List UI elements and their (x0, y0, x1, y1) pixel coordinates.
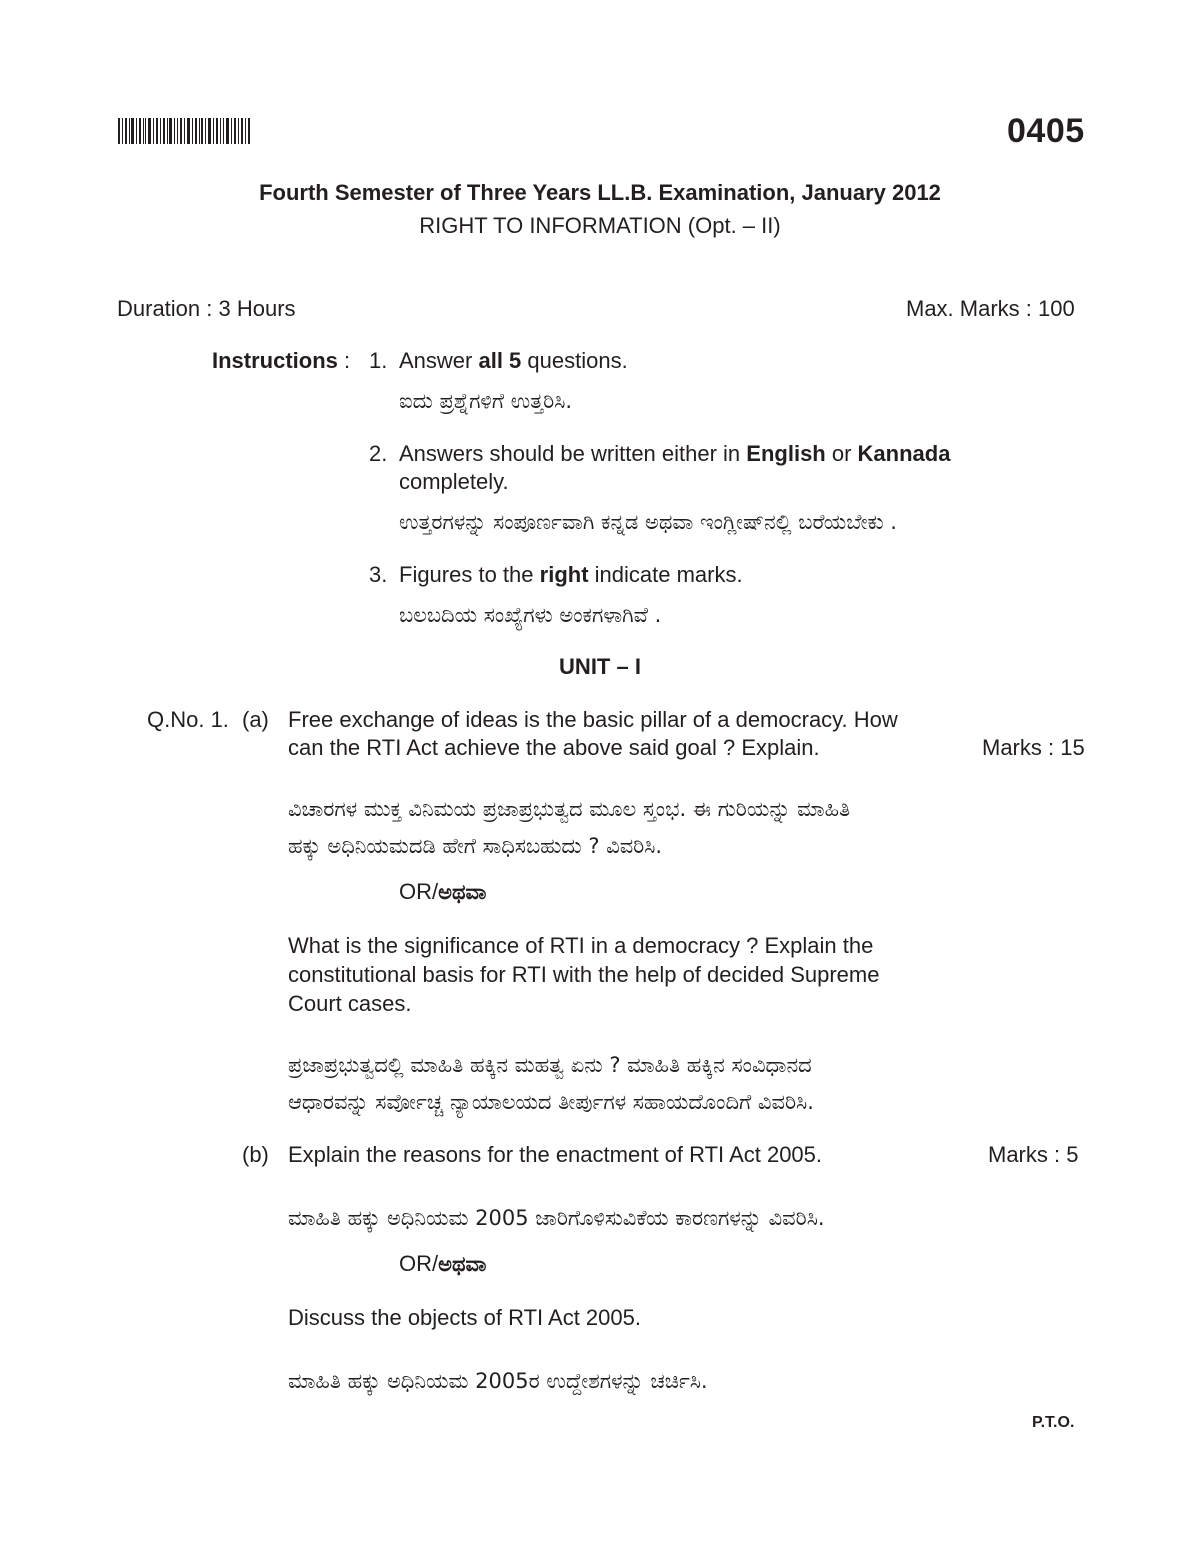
or-en-b: OR/ (399, 1251, 439, 1276)
paper-code: 0405 (1007, 112, 1085, 150)
part-a-alt-kn-line1: ಪ್ರಜಾಪ್ರಭುತ್ವದಲ್ಲಿ ಮಾಹಿತಿ ಹಕ್ಕಿನ ಮಹತ್ವ ಏನು ? ಮಾಹಿತಿ ಹಕ್ಕಿನ ಸಂವಿಧಾನದ (288, 1053, 812, 1077)
or-kn: ಅಥವಾ (438, 880, 487, 904)
instruction-2-en-d: Kannada (857, 441, 951, 466)
instruction-3-en-a: Figures to the (399, 562, 540, 587)
part-a-alt-en-line2: constitutional basis for RTI with the help of decided Supreme (288, 962, 880, 987)
part-a-or (399, 879, 486, 905)
instruction-2-en (399, 441, 950, 467)
part-b-alt-kn: ಮಾಹಿತಿ ಹಕ್ಕು ಅಧಿನಿಯಮ 2005ರ ಉದ್ದೇಶಗಳನ್ನು ಚರ್ಚಿಸಿ. (288, 1369, 708, 1393)
part-a-alt-kn-line2: ಆಧಾರವನ್ನು ಸರ್ವೋಚ್ಚ ನ್ಯಾಯಾಲಯದ ತೀರ್ಪುಗಳ ಸಹಾಯದೊಂದಿಗೆ ವಿವರಿಸಿ. (288, 1090, 814, 1114)
instruction-3-number: 3. (369, 562, 388, 587)
part-b-en: Explain the reasons for the enactment of RTI Act 2005. (288, 1142, 823, 1167)
part-a-label: (a) (242, 707, 269, 732)
part-b-or (399, 1251, 486, 1277)
instruction-1-en (399, 348, 628, 374)
instruction-1-en-c: questions. (521, 348, 628, 373)
question-number: Q.No. 1. (147, 707, 229, 732)
part-b-kn: ಮಾಹಿತಿ ಹಕ್ಕು ಅಧಿನಿಯಮ 2005 ಜಾರಿಗೊಳಿಸುವಿಕೆಯ ಕಾರಣಗಳನ್ನು ವಿವರಿಸಿ. (288, 1206, 825, 1230)
page-turn-over: P.T.O. (1032, 1414, 1075, 1431)
instruction-1-number: 1. (369, 348, 388, 373)
part-b-marks: Marks : 5 (988, 1142, 1079, 1167)
part-a-alt-en-line1: What is the significance of RTI in a democracy ? Explain the (288, 933, 874, 958)
instruction-3-kn: ಬಲಬದಿಯ ಸಂಖ್ಯೆಗಳು ಅಂಕಗಳಾಗಿವೆ . (399, 603, 662, 627)
exam-title: Fourth Semester of Three Years LL.B. Examination, January 2012 (259, 180, 941, 205)
barcode (118, 118, 250, 144)
instruction-2-en-b: English (746, 441, 826, 466)
part-a-en-line1: Free exchange of ideas is the basic pillar of a democracy. How (288, 707, 898, 732)
instruction-2-en-a: Answers should be written either in (399, 441, 747, 466)
part-b-alt-en: Discuss the objects of RTI Act 2005. (288, 1305, 641, 1330)
part-a-kn-line1: ವಿಚಾರಗಳ ಮುಕ್ತ ವಿನಿಮಯ ಪ್ರಜಾಪ್ರಭುತ್ವದ ಮೂಲ ಸ್ತಂಭ. ಈ ಗುರಿಯನ್ನು ಮಾಹಿತಿ (288, 797, 851, 821)
instruction-1-en-b: all 5 (478, 348, 522, 373)
unit-heading: UNIT – I (559, 654, 641, 679)
instructions-label-text: Instructions (212, 348, 338, 373)
instruction-3-en (399, 562, 743, 588)
instructions-colon: : (344, 348, 351, 373)
instruction-2-en-line2: completely. (399, 469, 509, 494)
part-a-en-line2: can the RTI Act achieve the above said goal ? Explain. (288, 735, 820, 760)
or-kn-b: ಅಥವಾ (438, 1252, 487, 1276)
exam-subject: RIGHT TO INFORMATION (Opt. – II) (419, 213, 781, 238)
instruction-1-kn: ಐದು ಪ್ರಶ್ನೆಗಳಿಗೆ ಉತ್ತರಿಸಿ. (399, 389, 573, 413)
part-a-marks: Marks : 15 (982, 735, 1085, 760)
instruction-2-kn: ಉತ್ತರಗಳನ್ನು ಸಂಪೂರ್ಣವಾಗಿ ಕನ್ನಡ ಅಥವಾ ಇಂಗ್ಲೀಷ್‌ನಲ್ಲಿ ಬರೆಯಬೇಕು . (399, 510, 897, 534)
or-en: OR/ (399, 879, 439, 904)
instruction-3-en-c: indicate marks. (588, 562, 743, 587)
max-marks: Max. Marks : 100 (906, 296, 1075, 321)
duration: Duration : 3 Hours (117, 296, 296, 321)
instruction-2-en-c: or (825, 441, 858, 466)
part-b-label: (b) (242, 1142, 269, 1167)
part-a-alt-en-line3: Court cases. (288, 991, 412, 1016)
instruction-3-en-b: right (539, 562, 589, 587)
instruction-1-en-a: Answer (399, 348, 479, 373)
part-a-kn-line2: ಹಕ್ಕು ಅಧಿನಿಯಮದಡಿ ಹೇಗೆ ಸಾಧಿಸಬಹುದು ? ವಿವರಿಸಿ. (288, 834, 663, 858)
instruction-2-number: 2. (369, 441, 388, 466)
instructions-label (212, 348, 350, 374)
